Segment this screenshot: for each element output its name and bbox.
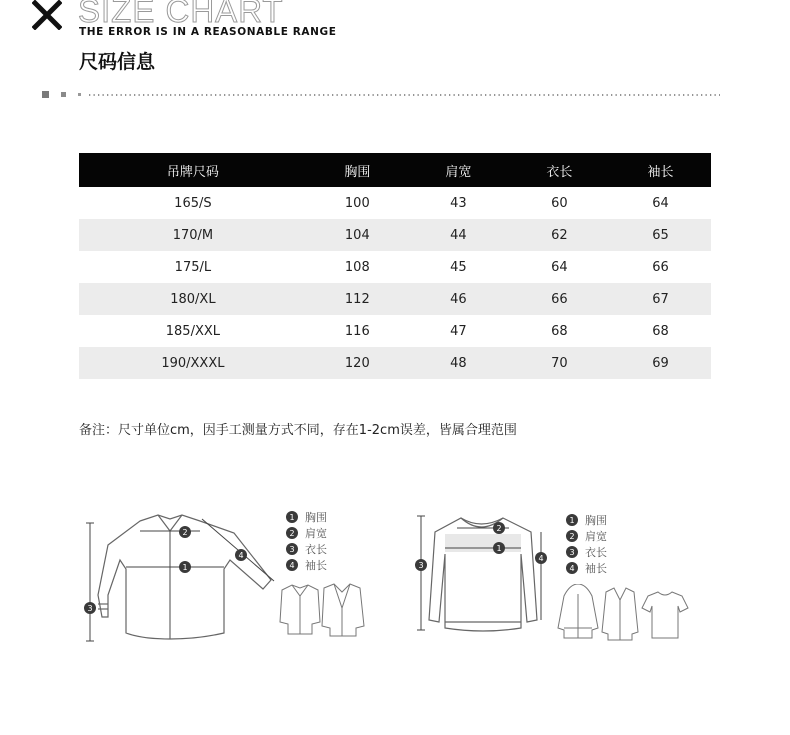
dotted-divider <box>42 90 722 100</box>
table-cell: 116 <box>344 323 370 339</box>
table-cell: 64 <box>652 195 669 211</box>
svg-text:2: 2 <box>182 528 188 537</box>
table-cell: 60 <box>551 195 568 211</box>
svg-text:1: 1 <box>182 563 188 572</box>
svg-text:3: 3 <box>418 561 424 570</box>
table-cell: 112 <box>307 283 408 315</box>
table-cell: 175/L <box>174 259 212 275</box>
table-cell: 104 <box>307 219 408 251</box>
table-cell: 170/M <box>79 219 307 251</box>
table-cell: 165/S <box>174 195 212 211</box>
table-row <box>79 187 711 219</box>
number-badge: 1 <box>566 514 578 526</box>
shirt-diagram-icon <box>78 505 278 645</box>
table-cell: 66 <box>509 283 610 315</box>
table-cell: 47 <box>450 323 467 339</box>
table-cell: 120 <box>307 347 408 379</box>
sweater-diagram-icon <box>413 510 553 640</box>
table-cell: 180/XL <box>79 283 307 315</box>
legend-label: 肩宽 <box>305 527 327 540</box>
legend-label: 肩宽 <box>585 530 607 543</box>
table-cell: 70 <box>509 347 610 379</box>
legend-label: 衣长 <box>585 546 607 559</box>
svg-text:3: 3 <box>87 604 93 613</box>
measurement-note: 备注：尺寸单位cm，因手工测量方式不同，存在1-2cm误差，皆属合理范围 <box>79 423 517 438</box>
table-cell: 62 <box>509 219 610 251</box>
svg-text:4: 4 <box>538 554 544 563</box>
number-badge: 2 <box>286 527 298 539</box>
legend-label: 袖长 <box>585 562 607 575</box>
section-title: 尺码信息 <box>79 51 156 73</box>
legend-label: 衣长 <box>305 543 327 556</box>
legend-item <box>566 544 607 560</box>
legend-right <box>566 512 607 576</box>
table-cell: 67 <box>610 283 711 315</box>
table-cell: 48 <box>408 347 509 379</box>
svg-text:2: 2 <box>496 524 502 533</box>
page-title: SIZE CHART <box>78 0 284 29</box>
table-row <box>79 219 711 251</box>
number-badge: 4 <box>566 562 578 574</box>
table-cell: 44 <box>408 219 509 251</box>
table-cell: 66 <box>652 259 669 275</box>
column-header: 吊牌尺码 <box>79 153 307 187</box>
svg-text:1: 1 <box>496 544 502 553</box>
size-table <box>79 153 711 379</box>
column-header: 袖长 <box>610 153 711 187</box>
jacket-icon <box>272 582 368 638</box>
legend-item <box>286 525 327 541</box>
legend-left <box>286 509 327 573</box>
table-cell: 68 <box>652 323 669 339</box>
legend-label: 袖长 <box>305 559 327 572</box>
column-header: 胸围 <box>307 153 408 187</box>
column-header: 肩宽 <box>408 153 509 187</box>
table-cell: 68 <box>551 323 568 339</box>
legend-item <box>566 512 607 528</box>
table-cell: 46 <box>408 283 509 315</box>
table-row <box>79 251 711 283</box>
number-badge: 1 <box>286 511 298 523</box>
table-cell: 64 <box>551 259 568 275</box>
legend-item <box>286 541 327 557</box>
column-header: 衣长 <box>509 153 610 187</box>
table-cell: 190/XXXL <box>79 347 307 379</box>
legend-item <box>566 528 607 544</box>
table-cell: 45 <box>450 259 467 275</box>
page-subtitle: THE ERROR IS IN A REASONABLE RANGE <box>79 26 337 38</box>
number-badge: 4 <box>286 559 298 571</box>
table-cell: 65 <box>610 219 711 251</box>
page-header <box>0 0 790 110</box>
table-header-row <box>79 153 711 187</box>
table-row <box>79 347 711 379</box>
table-cell: 185/XXL <box>165 323 221 339</box>
table-row <box>79 283 711 315</box>
svg-text:4: 4 <box>238 551 244 560</box>
legend-item <box>566 560 607 576</box>
number-badge: 2 <box>566 530 578 542</box>
hoodie-icon <box>552 584 692 642</box>
table-cell: 100 <box>344 195 370 211</box>
legend-label: 胸围 <box>305 511 327 524</box>
table-cell: 108 <box>344 259 370 275</box>
table-row <box>79 315 711 347</box>
close-x-icon <box>32 0 62 30</box>
table-cell: 43 <box>450 195 467 211</box>
table-cell: 69 <box>610 347 711 379</box>
legend-item <box>286 509 327 525</box>
legend-item <box>286 557 327 573</box>
legend-label: 胸围 <box>585 514 607 527</box>
number-badge: 3 <box>566 546 578 558</box>
number-badge: 3 <box>286 543 298 555</box>
